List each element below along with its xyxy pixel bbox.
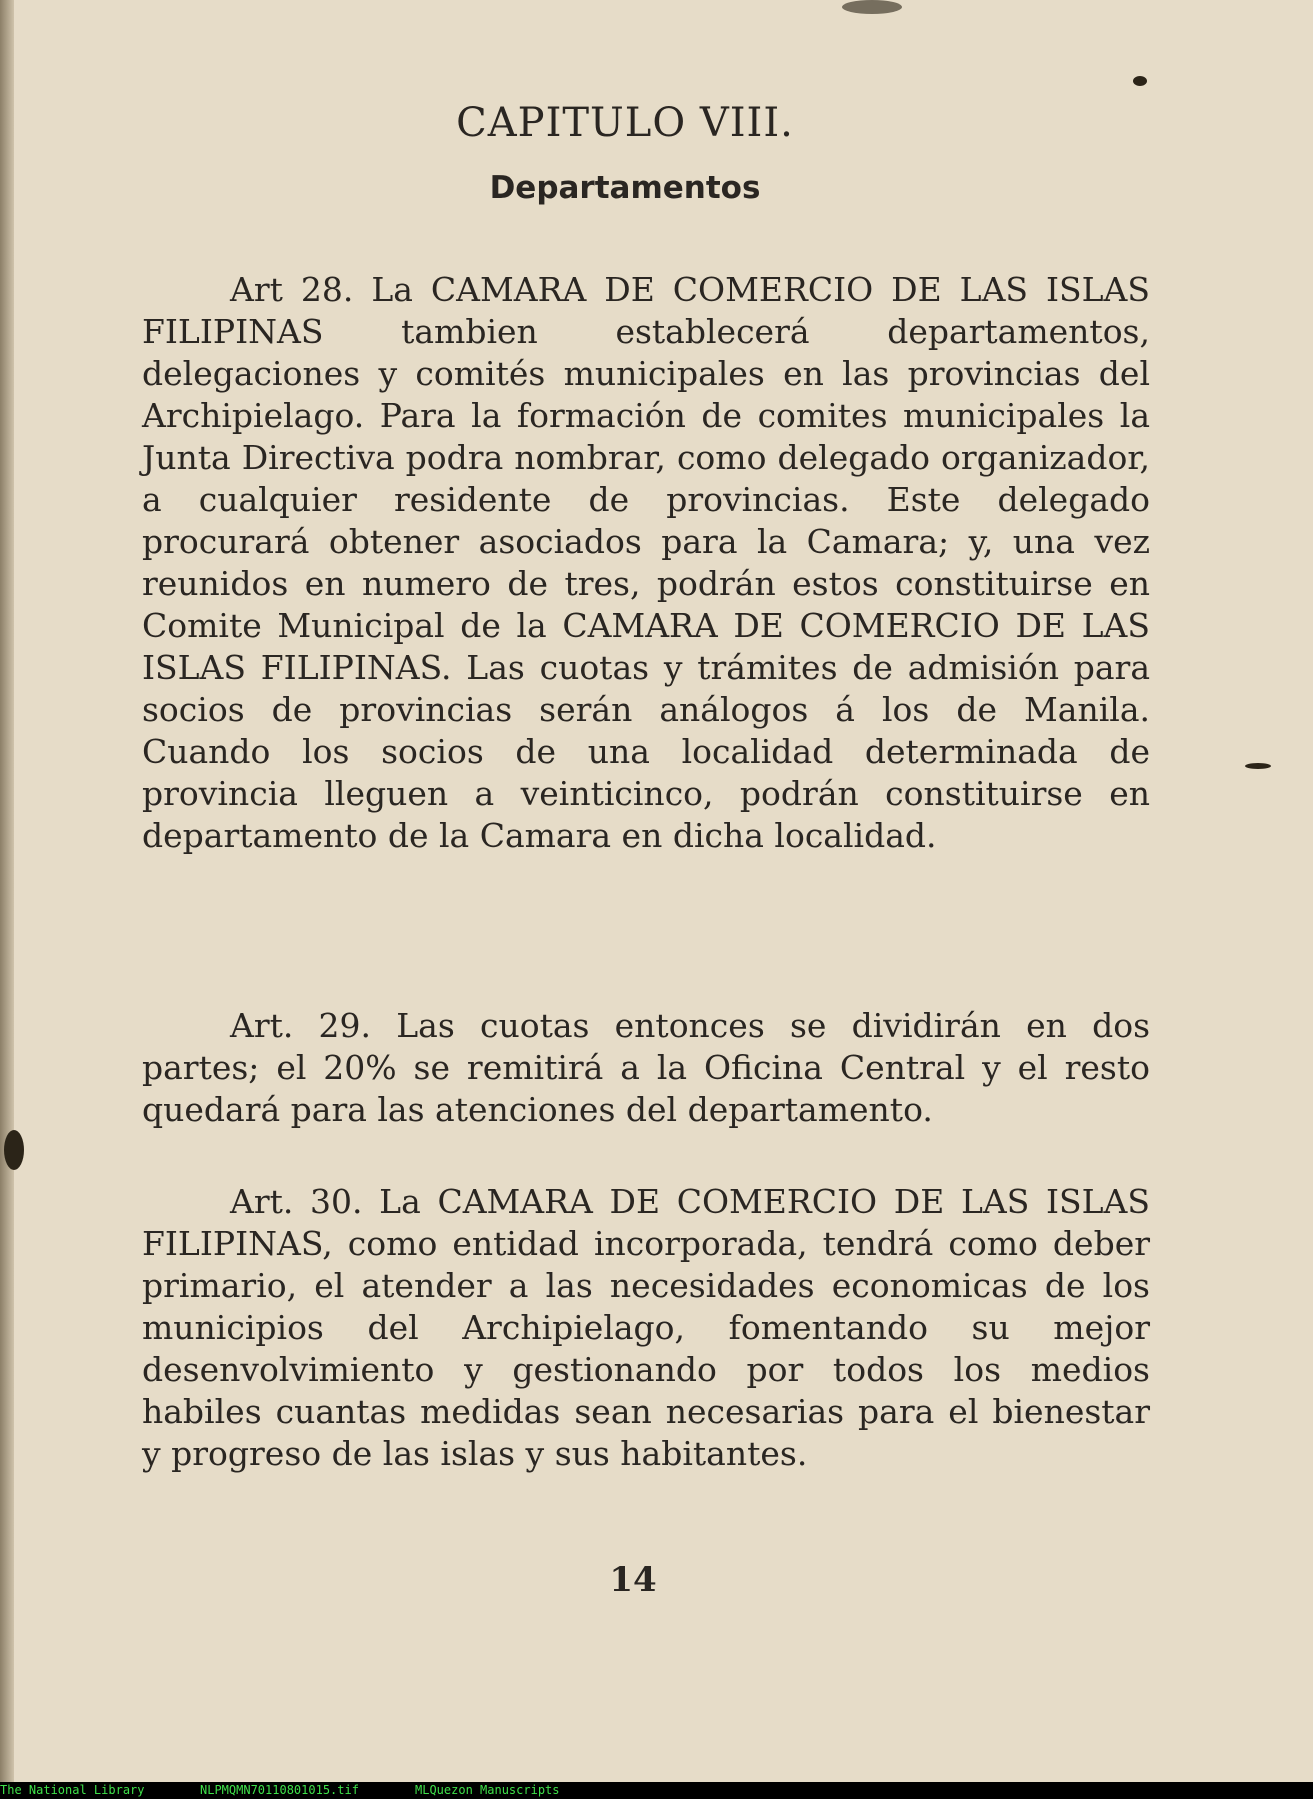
ink-blot-mark [842,0,902,14]
chapter-title: CAPITULO VIII. [456,100,794,146]
ink-blot-mark [1133,76,1147,86]
footer-collection: MLQuezon Manuscripts [415,1783,560,1797]
article-28: Art 28. La CAMARA DE COMERCIO DE LAS ISLAS FILIPINAS tambien establecerá departamentos, delegaciones y comités municipales en las provincias del Archipielago. Para la formación de comites municipales la Junta Directiva podra nombrar, como delegado organizador, a cualquier residente de provincias. Este delegado procurará obtener asociados para la Camara; y, una vez reunidos en numero de tres, podrán estos constituirse en Comite Municipal de la CAMARA DE COMERCIO DE LAS ISLAS FILIPINAS. Las cuotas y trámites de admisión para socios de provincias serán análogos á los de Manila. Cuando los socios de una localidad determinada de provincia lleguen a veinticinco, podrán constituirse en departamento de la Camara en dicha localidad. [142,270,1150,855]
page-spine [0,0,14,1782]
ink-blot-mark [1245,763,1271,769]
page-number: 14 [609,1560,657,1600]
ink-blot-mark [4,1130,24,1170]
article-30: Art. 30. La CAMARA DE COMERCIO DE LAS ISLAS FILIPINAS, como entidad incorporada, tendrá como deber primario, el atender a las necesidades economicas de los municipios del Archipielago, fomentando su mejor desenvolvimiento y gestionando por todos los medios habiles cuantas medidas sean necesarias para el bienestar y progreso de las islas y sus habitantes. [142,1182,1150,1473]
footer-filename: NLPMQMN70110801015.tif [200,1783,359,1797]
article-29: Art. 29. Las cuotas entonces se dividirán en dos partes; el 20% se remitirá a la Oficina Central y el resto quedará para las atenciones del departamento. [142,1006,1150,1129]
section-title: Departamentos [489,170,761,206]
footer-library: The National Library [0,1783,145,1797]
archive-footer [0,1782,1313,1799]
